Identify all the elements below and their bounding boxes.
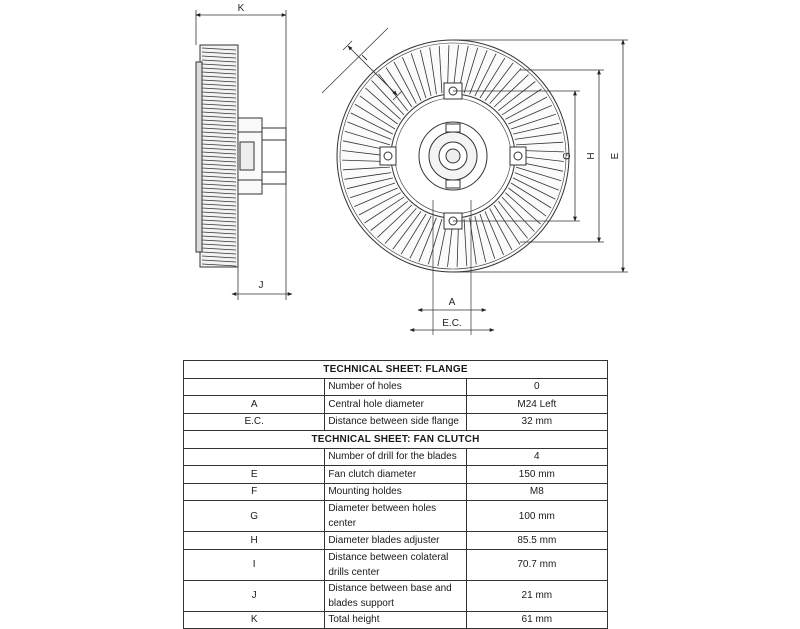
dim-label-i: I bbox=[360, 53, 371, 64]
table-row bbox=[184, 378, 608, 396]
dim-label-e: E bbox=[610, 152, 621, 160]
row-value: 85.5 mm bbox=[466, 532, 607, 550]
table-row bbox=[184, 611, 608, 629]
row-code: K bbox=[184, 611, 325, 629]
row-label: Total height bbox=[325, 611, 466, 629]
flange-title: TECHNICAL SHEET: FLANGE bbox=[184, 361, 608, 379]
table-row bbox=[184, 466, 608, 484]
row-code bbox=[184, 448, 325, 466]
clutch-section-header bbox=[184, 431, 608, 449]
dim-label-k: K bbox=[237, 3, 245, 14]
table-row bbox=[184, 549, 608, 580]
row-label: Diameter blades adjuster bbox=[325, 532, 466, 550]
table-row bbox=[184, 580, 608, 611]
front-view bbox=[322, 28, 628, 335]
row-value: 150 mm bbox=[466, 466, 607, 484]
technical-sheet-table bbox=[183, 360, 608, 629]
row-value: 4 bbox=[466, 448, 607, 466]
row-code bbox=[184, 378, 325, 396]
dim-label-a: A bbox=[448, 297, 456, 308]
row-label: Number of holes bbox=[325, 378, 466, 396]
row-label: Distance between colateral drills center bbox=[325, 549, 466, 580]
row-code: H bbox=[184, 532, 325, 550]
boss-right bbox=[510, 147, 526, 165]
row-value: 100 mm bbox=[466, 501, 607, 532]
row-code: A bbox=[184, 396, 325, 414]
row-label: Distance between side flange bbox=[325, 413, 466, 431]
row-label: Central hole diameter bbox=[325, 396, 466, 414]
row-value: 61 mm bbox=[466, 611, 607, 629]
dim-label-h: H bbox=[586, 152, 597, 160]
row-value: 32 mm bbox=[466, 413, 607, 431]
side-view bbox=[196, 10, 292, 300]
row-value: 21 mm bbox=[466, 580, 607, 611]
flange-section-header bbox=[184, 361, 608, 379]
boss-left bbox=[380, 147, 396, 165]
row-value: M8 bbox=[466, 483, 607, 501]
row-value: 0 bbox=[466, 378, 607, 396]
row-code: J bbox=[184, 580, 325, 611]
row-code: E.C. bbox=[184, 413, 325, 431]
row-label: Fan clutch diameter bbox=[325, 466, 466, 484]
row-label: Diameter between holes center bbox=[325, 501, 466, 532]
table-row bbox=[184, 396, 608, 414]
table-row bbox=[184, 501, 608, 532]
row-code: E bbox=[184, 466, 325, 484]
table-row bbox=[184, 532, 608, 550]
dim-label-j: J bbox=[258, 280, 264, 291]
row-label: Distance between base and blades support bbox=[325, 580, 466, 611]
table-row bbox=[184, 483, 608, 501]
table-row bbox=[184, 448, 608, 466]
row-code: F bbox=[184, 483, 325, 501]
row-label: Number of drill for the blades bbox=[325, 448, 466, 466]
dim-label-g: G bbox=[562, 152, 573, 160]
row-value: M24 Left bbox=[466, 396, 607, 414]
row-code: I bbox=[184, 549, 325, 580]
row-value: 70.7 mm bbox=[466, 549, 607, 580]
table-row bbox=[184, 413, 608, 431]
clutch-title: TECHNICAL SHEET: FAN CLUTCH bbox=[184, 431, 608, 449]
row-label: Mounting holdes bbox=[325, 483, 466, 501]
row-code: G bbox=[184, 501, 325, 532]
dim-label-ec: E.C. bbox=[442, 318, 462, 329]
